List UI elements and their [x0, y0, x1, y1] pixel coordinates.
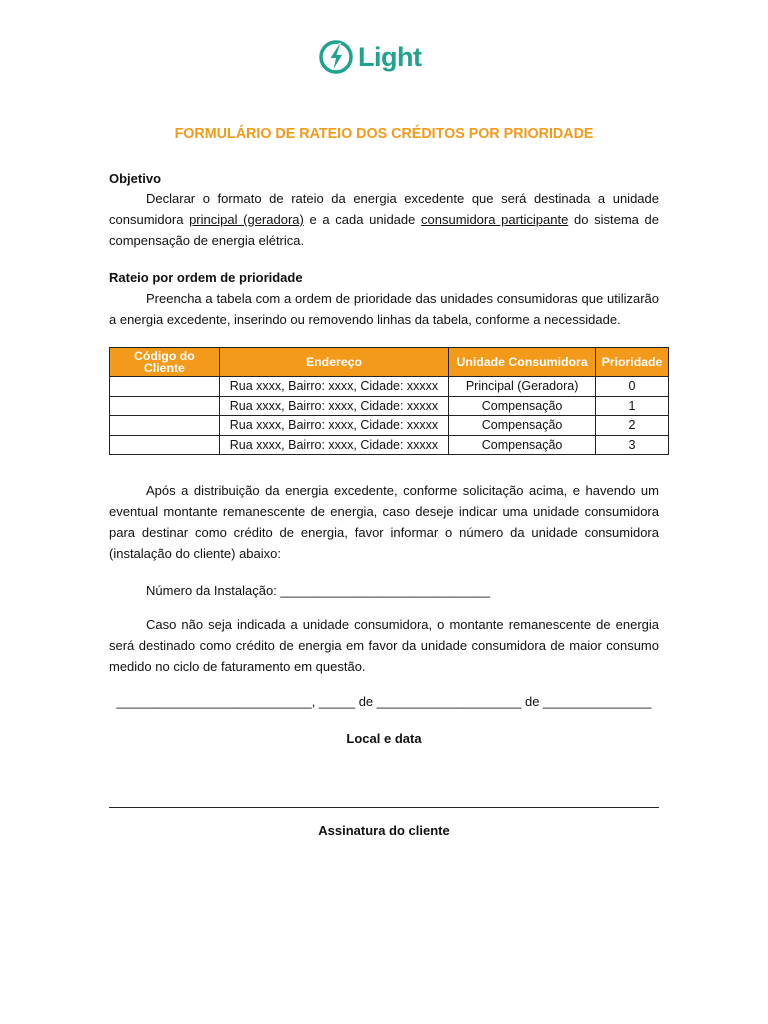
objetivo-line-2: consumidora principal (geradora) e a cada unidade consumidora participante do sistema de [109, 212, 659, 227]
objetivo-line-3: compensação de energia elétrica. [109, 233, 305, 248]
cell-endereco[interactable]: Rua xxxx, Bairro: xxxx, Cidade: xxxxx [219, 377, 448, 397]
rateio-heading: Rateio por ordem de prioridade [109, 270, 303, 285]
cell-endereco[interactable]: Rua xxxx, Bairro: xxxx, Cidade: xxxxx [219, 416, 448, 436]
cell-unidade[interactable]: Principal (Geradora) [449, 377, 596, 397]
apos-line-1: Após a distribuição da energia excedente, conforme solicitação acima, e havendo um [146, 483, 659, 498]
cell-unidade[interactable]: Compensação [449, 396, 596, 416]
table-row [110, 396, 669, 416]
signature-line[interactable] [109, 807, 659, 808]
caso-line-1: Caso não seja indicada a unidade consumidora, o montante remanescente de energia [146, 617, 659, 632]
apos-line-4: (instalação do cliente) abaixo: [109, 546, 281, 561]
header-codigo-cliente: Código do Cliente [110, 348, 220, 377]
instalacao-line[interactable]: Número da Instalação: _____________________________ [146, 583, 491, 598]
cell-prioridade[interactable]: 1 [595, 396, 668, 416]
form-title: FORMULÁRIO DE RATEIO DOS CRÉDITOS POR PRIORIDADE [174, 126, 594, 142]
apos-line-3: para destinar como crédito de energia, favor informar o número da unidade consumidora [109, 525, 659, 540]
objetivo-heading: Objetivo [109, 171, 162, 186]
cell-prioridade[interactable]: 2 [595, 416, 668, 436]
table-header-row [110, 348, 669, 377]
table-row [110, 377, 669, 397]
objetivo-line-1: Declarar o formato de rateio da energia excedente que será destinada a unidade [146, 191, 659, 206]
caso-paragraph [109, 614, 659, 677]
header-endereco: Endereço [219, 348, 448, 377]
local-data-label: Local e data [346, 731, 422, 746]
priority-table [109, 347, 669, 455]
cell-codigo[interactable] [110, 377, 220, 397]
cell-endereco[interactable]: Rua xxxx, Bairro: xxxx, Cidade: xxxxx [219, 396, 448, 416]
instalacao-field[interactable] [109, 580, 659, 601]
rateio-paragraph [109, 288, 659, 330]
local-data-field[interactable]: ___________________________, _____ de ____________________ de _______________ [116, 694, 652, 709]
cell-prioridade[interactable]: 0 [595, 377, 668, 397]
cell-codigo[interactable] [110, 396, 220, 416]
rateio-line-1: Preencha a tabela com a ordem de prioridade das unidades consumidoras que utilizarão [146, 291, 659, 306]
objetivo-paragraph [109, 188, 659, 251]
cell-unidade[interactable]: Compensação [449, 416, 596, 436]
rateio-line-2: a energia excedente, inserindo ou removendo linhas da tabela, conforme a necessidade. [109, 312, 621, 327]
table-row [110, 416, 669, 436]
caso-line-3: medido no ciclo de faturamento em questão. [109, 659, 366, 674]
header-prioridade: Prioridade [595, 348, 668, 377]
cell-codigo[interactable] [110, 435, 220, 455]
consumidora-participante-text: consumidora participante [421, 212, 569, 227]
header-unidade-consumidora: Unidade Consumidora [449, 348, 596, 377]
caso-line-2: será destinado como crédito de energia em favor da unidade consumidora de maior consumo [109, 638, 659, 653]
cell-codigo[interactable] [110, 416, 220, 436]
table-row [110, 435, 669, 455]
apos-line-2: eventual montante remanescente de energia, caso deseje indicar uma unidade consumidora [109, 504, 659, 519]
cell-unidade[interactable]: Compensação [449, 435, 596, 455]
cell-prioridade[interactable]: 3 [595, 435, 668, 455]
signature-label: Assinatura do cliente [318, 823, 450, 838]
lightning-bolt-icon [318, 39, 354, 75]
logo-text: Light [358, 41, 422, 72]
principal-geradora-text: principal (geradora) [189, 212, 304, 227]
cell-endereco[interactable]: Rua xxxx, Bairro: xxxx, Cidade: xxxxx [219, 435, 448, 455]
company-logo [318, 36, 428, 78]
apos-paragraph [109, 480, 659, 564]
